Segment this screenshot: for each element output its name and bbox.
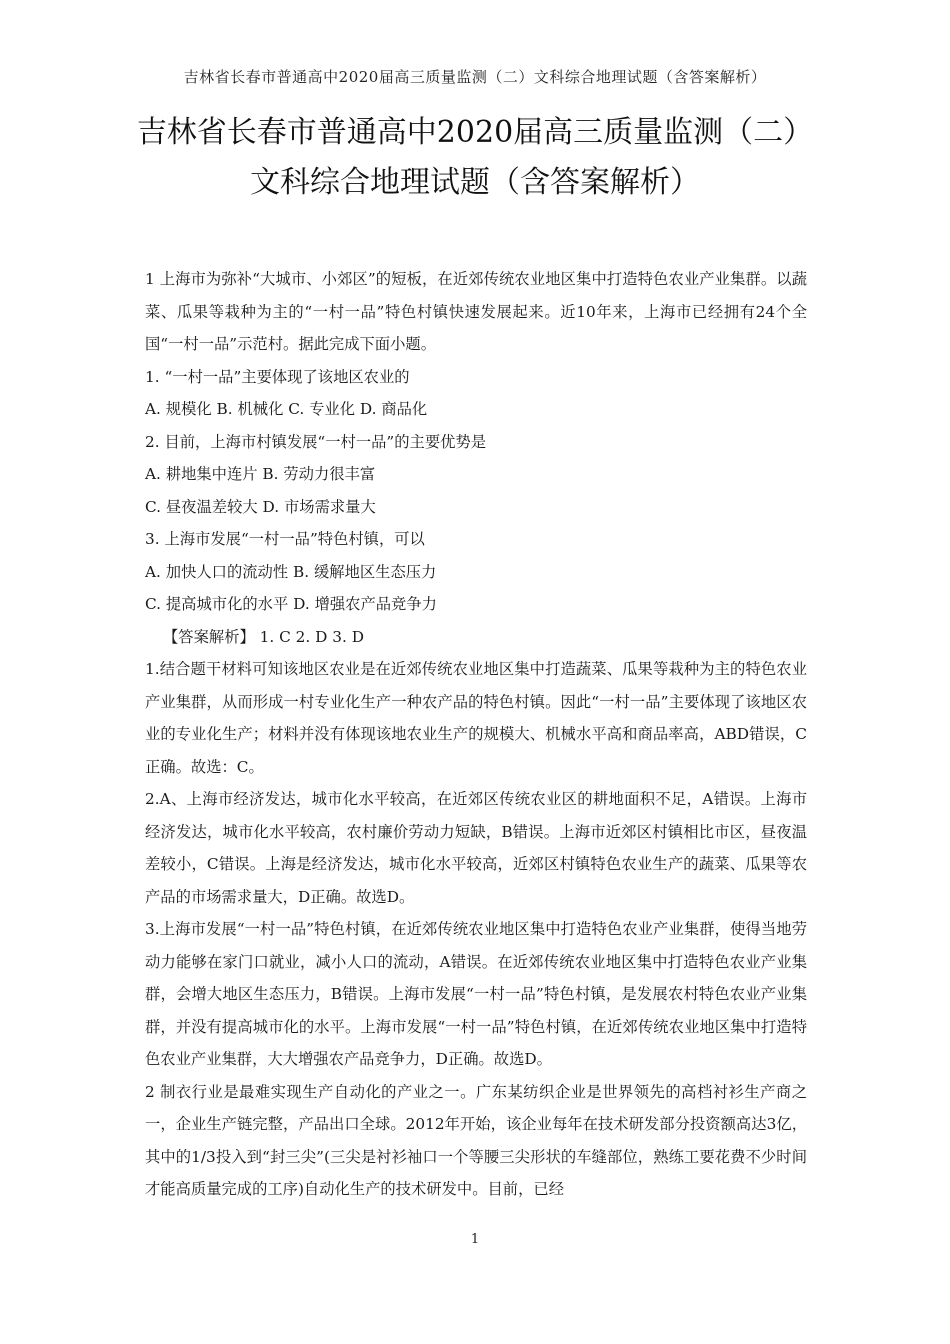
sub-question-2-options-ab: A. 耕地集中连片 B. 劳动力很丰富 <box>145 465 376 483</box>
sub-question-2: 2. 目前，上海市村镇发展“一村一品”的主要优势是 <box>145 432 487 451</box>
sub-question-3: 3. 上海市发展“一村一品”特色村镇，可以 <box>145 530 425 548</box>
sub-question-3-options-ab: A. 加快人口的流动性 B. 缓解地区生态压力 <box>145 562 437 581</box>
title-line-2: 文科综合地理试题（含答案解析） <box>250 165 700 200</box>
sub-question-1: 1. “一村一品”主要体现了该地区农业的 <box>145 367 410 386</box>
explanation-1: 1.结合题干材料可知该地区农业是在近郊传统农业地区集中打造蔬菜、瓜果等栽种为主的特色农业产业集群，从而形成一村专业化生产一种农产品的特色村镇。因此“一村一品”主要体现了该地区农业的专业化生产；材料并没有体现该地农业生产的规模大、机械水平高和商品率高，ABD错误，C正确。故选：C。 <box>145 660 807 776</box>
question-1-passage: 1 上海市为弥补“大城市、小郊区”的短板，在近郊传统农业地区集中打造特色农业产业集群。以蔬菜、瓜果等栽种为主的“一村一品”特色村镇快速发展起来。近10年来，上海市已经拥有24个全国“一村一品”示范村。据此完成下面小题。 <box>145 270 807 353</box>
answer-key: 【答案解析】 1. C 2. D 3. D <box>163 627 364 646</box>
explanation-3: 3.上海市发展“一村一品”特色村镇，在近郊传统农业地区集中打造特色农业产业集群，使得当地劳动力能够在家门口就业，减小人口的流动，A错误。在近郊传统农业地区集中打造特色农业产业集群，会增大地区生态压力，B错误。上海市发展“一村一品”特色村镇，是发展农村特色农业产业集群，并没有提高城市化的水平。上海市发展“一村一品”特色村镇，在近郊传统农业地区集中打造特色农业产业集群，大大增强农产品竞争力，D正确。故选D。 <box>145 920 807 1068</box>
running-header: 吉林省长春市普通高中2020届高三质量监测（二）文科综合地理试题（含答案解析） <box>183 68 767 86</box>
title-line-1: 吉林省长春市普通高中2020届高三质量监测（二） <box>136 115 814 150</box>
document-body <box>145 263 807 1206</box>
page-number: 1 <box>470 1232 480 1247</box>
explanation-2: 2.A、上海市经济发达，城市化水平较高，在近郊区传统农业区的耕地面积不足，A错误。上海市经济发达，城市化水平较高，农村廉价劳动力短缺，B错误。上海市近郊区村镇相比市区，昼夜温差较小，C错误。上海是经济发达，城市化水平较高，近郊区村镇特色农业生产的蔬菜、瓜果等农产品的市场需求量大，D正确。故选D。 <box>145 790 807 906</box>
sub-question-2-options-cd: C. 昼夜温差较大 D. 市场需求量大 <box>145 497 376 516</box>
document-title <box>0 108 950 208</box>
sub-question-1-options: A. 规模化 B. 机械化 C. 专业化 D. 商品化 <box>145 400 428 418</box>
question-2-passage: 2 制衣行业是最难实现生产自动化的产业之一。广东某纺织企业是世界领先的高档衬衫生产商之一，企业生产链完整，产品出口全球。2012年开始，该企业每年在技术研发部分投资额高达3亿，其中的1/3投入到“封三尖”(三尖是衬衫袖口一个等腰三尖形状的车缝部位，熟练工要花费不少时间才能高质量完成的工序)自动化生产的技术研发中。目前，已经 <box>145 1082 807 1198</box>
sub-question-3-options-cd: C. 提高城市化的水平 D. 增强农产品竞争力 <box>145 595 437 613</box>
